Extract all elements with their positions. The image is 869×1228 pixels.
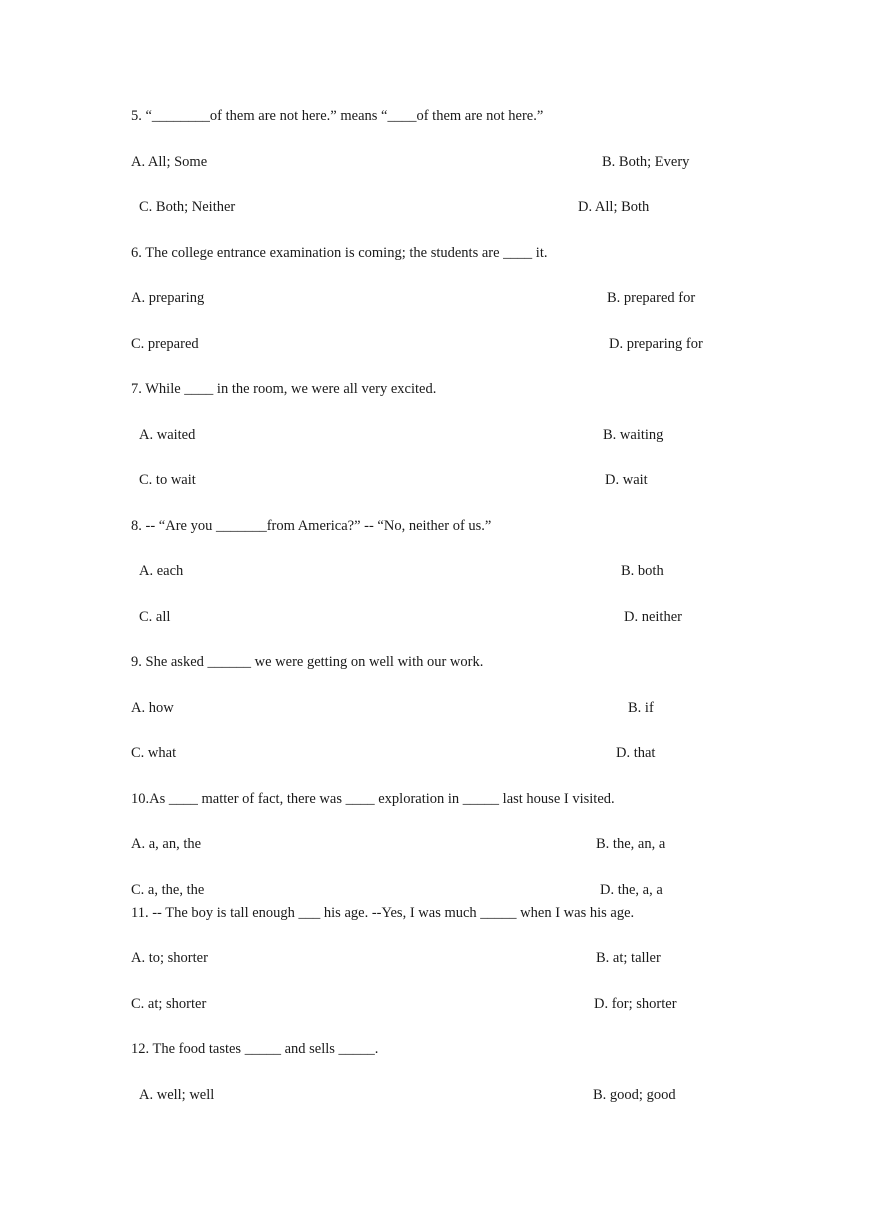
question-12-option-b: B. good; good <box>593 1087 676 1103</box>
question-8-option-c: C. all <box>139 609 171 625</box>
question-8-option-b: B. both <box>621 563 664 579</box>
question-7-option-d: D. wait <box>605 472 648 488</box>
question-8-stem: 8. -- “Are you _______from America?” -- “No, neither of us.” <box>131 518 492 534</box>
question-10-option-c: C. a, the, the <box>131 882 205 898</box>
question-11-option-b: B. at; taller <box>596 950 661 966</box>
question-10-option-b: B. the, an, a <box>596 836 666 852</box>
question-7-option-c: C. to wait <box>139 472 196 488</box>
question-10-option-d: D. the, a, a <box>600 882 663 898</box>
question-11-option-d: D. for; shorter <box>594 996 677 1012</box>
question-5-option-c: C. Both; Neither <box>139 199 236 215</box>
question-11-stem: 11. -- The boy is tall enough ___ his age. --Yes, I was much _____ when I was his age. <box>131 905 635 921</box>
question-5-option-d: D. All; Both <box>578 199 650 215</box>
question-10-stem: 10.As ____ matter of fact, there was ____ exploration in _____ last house I visited. <box>131 791 615 807</box>
question-8-option-a: A. each <box>139 563 184 579</box>
question-11-option-a: A. to; shorter <box>131 950 208 966</box>
question-12-stem: 12. The food tastes _____ and sells _____. <box>131 1041 379 1057</box>
question-12-option-a: A. well; well <box>139 1087 215 1103</box>
question-8-option-d: D. neither <box>624 609 682 625</box>
question-6-option-b: B. prepared for <box>607 290 696 306</box>
question-5-option-a: A. All; Some <box>131 154 208 170</box>
question-5-stem: 5. “________of them are not here.” means “____of them are not here.” <box>131 108 544 124</box>
question-11-option-c: C. at; shorter <box>131 996 207 1012</box>
question-9-option-d: D. that <box>616 745 656 761</box>
question-7-stem: 7. While ____ in the room, we were all very excited. <box>131 381 437 397</box>
question-9-option-b: B. if <box>628 700 654 716</box>
question-9-stem: 9. She asked ______ we were getting on well with our work. <box>131 654 484 670</box>
question-6-option-d: D. preparing for <box>609 336 703 352</box>
question-6-stem: 6. The college entrance examination is coming; the students are ____ it. <box>131 245 548 261</box>
question-10-option-a: A. a, an, the <box>131 836 202 852</box>
question-9-option-a: A. how <box>131 700 174 716</box>
question-5-option-b: B. Both; Every <box>602 154 690 170</box>
question-9-option-c: C. what <box>131 745 177 761</box>
question-6-option-c: C. prepared <box>131 336 199 352</box>
question-7-option-a: A. waited <box>139 427 196 443</box>
question-7-option-b: B. waiting <box>603 427 664 443</box>
question-6-option-a: A. preparing <box>131 290 205 306</box>
